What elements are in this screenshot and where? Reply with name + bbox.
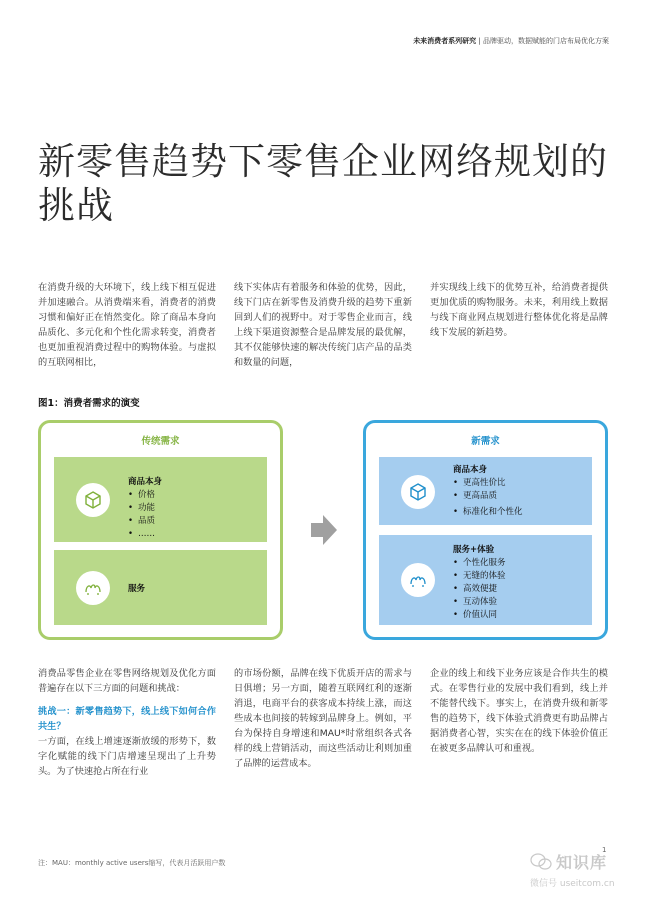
page-title: 新零售趋势下零售企业网络规划的挑战 bbox=[38, 140, 608, 227]
list-item: • …… bbox=[128, 528, 162, 541]
list-item: • 更高性价比 bbox=[453, 477, 523, 490]
traditional-service-panel bbox=[54, 550, 267, 625]
new-demand-title: 新需求 bbox=[471, 436, 500, 447]
new-product-text bbox=[453, 463, 523, 519]
traditional-demand-box bbox=[38, 420, 283, 640]
box-icon bbox=[401, 475, 435, 509]
traditional-product-list bbox=[128, 489, 162, 541]
intro-column-2: 线下实体店有着服务和体验的优势，因此，线下门店在新零售及消费升级的趋势下重新回到人们的视野中。对于零售企业而言，线上线下渠道资源整合是品牌发展的最优解，其不仅能够快速的解决传统门店产品的品类和数量的问题， bbox=[234, 282, 412, 368]
header-separator: | bbox=[476, 37, 483, 45]
body-column-1-text: 一方面，在线上增速逐渐放缓的形势下，数字化赋能的线下门店增速呈现出了上升势头。为了快速抢占所在行业 bbox=[38, 736, 216, 777]
watermark bbox=[530, 850, 640, 889]
traditional-product-heading: 商品本身 bbox=[128, 477, 163, 487]
traditional-demand-title: 传统需求 bbox=[141, 436, 180, 447]
list-item: • 无缝的体验 bbox=[453, 570, 506, 583]
intro-column-3: 并实现线上线下的优势互补，给消费者提供更加优质的购物服务。未来，利用线上数据与线下商业网点规划进行整体优化将是品牌线下发展的新趋势。 bbox=[430, 282, 608, 338]
new-service-list bbox=[453, 557, 506, 622]
list-item: • 更高品质 bbox=[453, 490, 523, 503]
list-item: • 高效便捷 bbox=[453, 583, 506, 596]
new-product-heading: 商品本身 bbox=[453, 465, 488, 475]
page-number: 1 bbox=[602, 846, 607, 854]
body-column-1 bbox=[38, 666, 216, 779]
wechat-icon bbox=[530, 853, 552, 871]
list-item: • 品质 bbox=[128, 515, 162, 528]
list-item: • 价值认同 bbox=[453, 609, 506, 622]
running-header bbox=[0, 36, 645, 46]
body-intro: 消费品零售企业在零售网络规划及优化方面普遍存在以下三方面的问题和挑战： bbox=[38, 668, 216, 694]
body-section bbox=[38, 666, 608, 779]
right-arrow-icon bbox=[311, 515, 337, 545]
traditional-product-panel bbox=[54, 457, 267, 542]
header-series: 未来消费者系列研究 bbox=[413, 37, 477, 45]
new-service-panel bbox=[379, 535, 592, 625]
traditional-service-text bbox=[128, 582, 145, 596]
new-service-heading: 服务+体验 bbox=[453, 545, 495, 555]
service-hands-icon bbox=[401, 563, 435, 597]
watermark-name: 知识库 bbox=[556, 853, 608, 872]
list-item: • 标准化和个性化 bbox=[453, 506, 523, 519]
header-subtitle: 品牌驱动，数据赋能的门店布局优化方案 bbox=[483, 37, 609, 45]
new-demand-box bbox=[363, 420, 608, 640]
new-service-text bbox=[453, 543, 506, 622]
traditional-service-heading: 服务 bbox=[128, 584, 146, 594]
intro-section bbox=[38, 280, 608, 370]
list-item: • 价格 bbox=[128, 489, 162, 502]
watermark-sub: 微信号 useitcom.cn bbox=[530, 879, 615, 889]
intro-column-1: 在消费升级的大环境下，线上线下相互促进并加速融合。从消费端来看，消费者的消费习惯和偏好正在悄然变化。除了商品本身向品质化、多元化和个性化需求转变，消费者也更加重视消费过程中的购物体验。与虚拟的互联网相比， bbox=[38, 282, 216, 368]
traditional-product-text bbox=[128, 475, 162, 541]
footnote: 注：MAU：monthly active users缩写，代表月活跃用户数 bbox=[38, 859, 226, 867]
new-product-panel bbox=[379, 457, 592, 525]
list-item: • 个性化服务 bbox=[453, 557, 506, 570]
list-item: • 互动体验 bbox=[453, 596, 506, 609]
challenge-heading: 挑战一：新零售趋势下，线上线下如何合作共生？ bbox=[38, 706, 216, 732]
box-icon bbox=[76, 483, 110, 517]
service-hands-icon bbox=[76, 571, 110, 605]
body-column-2: 的市场份额，品牌在线下优质开店的需求与日俱增；另一方面，随着互联网红利的逐渐消退，电商平台的获客成本持续上涨，而这些成本也间接的转嫁到品牌身上。例如，平台为保持自身增速和MAU*时常组织各式各样的线上营销活动，而这些活动让利则加重了品牌的运营成本。 bbox=[234, 668, 412, 769]
figure-label: 图1：消费者需求的演变 bbox=[38, 398, 140, 409]
list-item: • 功能 bbox=[128, 502, 162, 515]
new-product-list bbox=[453, 477, 523, 519]
body-column-3: 企业的线上和线下业务应该是合作共生的模式。在零售行业的发展中我们看到，线上并不能替代线下。事实上，在消费升级和新零售的趋势下，线下体验式消费更有助品牌占据消费者心智，实实在在的线下体验价值正在被更多品牌认可和重视。 bbox=[430, 668, 608, 754]
